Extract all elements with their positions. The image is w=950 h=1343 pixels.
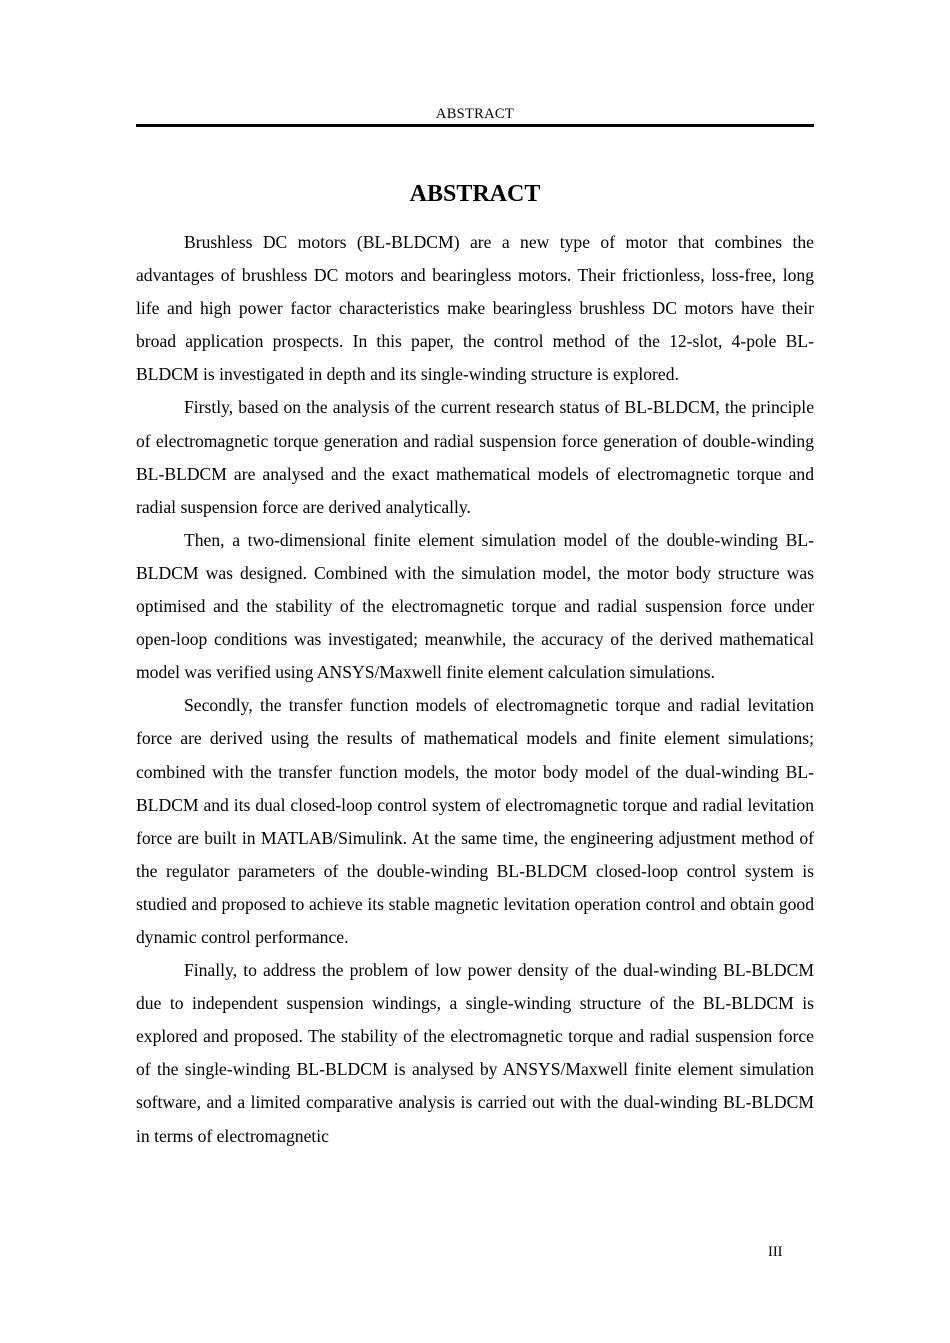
abstract-paragraph-5: Finally, to address the problem of low power density of the dual-winding BL-BLDCM due to independent suspension windings, a single-winding structure of the BL-BLDCM is explored and proposed. The stability of the electromagnetic torque and radial suspension force of the single-winding BL-BLDCM is analysed by ANSYS/Maxwell finite element simulation software, and a limited comparative analysis is carried out with the dual-winding BL-BLDCM in terms of electromagnetic — [136, 960, 814, 1146]
running-header: ABSTRACT — [435, 106, 515, 122]
abstract-paragraph-1: Brushless DC motors (BL-BLDCM) are a new type of motor that combines the advantages of brushless DC motors and bearingless motors. Their frictionless, loss-free, long life and high power factor characteristics make bearingless brushless DC motors have their broad application prospects. In this paper, the control method of the 12-slot, 4-pole BL-BLDCM is investigated in depth and its single-winding structure is explored. — [136, 232, 814, 385]
header-rule — [136, 124, 814, 127]
abstract-paragraph-3: Then, a two-dimensional finite element simulation model of the double-winding BL-BLDCM was designed. Combined with the simulation model, the motor body structure was optimised and the stability of the electromagnetic torque and radial suspension force under open-loop conditions was investigated; meanwhile, the accuracy of the derived mathematical model was verified using ANSYS/Maxwell finite element calculation simulations. — [136, 529, 814, 683]
abstract-paragraph-4: Secondly, the transfer function models of electromagnetic torque and radial levitation force are derived using the results of mathematical models and finite element simulations; combined with the transfer function models, the motor body model of the dual-winding BL-BLDCM and its dual closed-loop control system of electromagnetic torque and radial levitation force are built in MATLAB/Simulink. At the same time, the engineering adjustment method of the regulator parameters of the double-winding BL-BLDCM closed-loop control system is studied and proposed to achieve its stable magnetic levitation operation control and obtain good dynamic control performance. — [136, 695, 814, 947]
abstract-body — [136, 226, 814, 1153]
page-number: III — [768, 1244, 783, 1260]
abstract-paragraph-2: Firstly, based on the analysis of the current research status of BL-BLDCM, the principle of electromagnetic torque generation and radial suspension force generation of double-winding BL-BLDCM are analysed and the exact mathematical models of electromagnetic torque and radial suspension force are derived analytically. — [136, 397, 814, 517]
page-title: ABSTRACT — [409, 181, 541, 207]
